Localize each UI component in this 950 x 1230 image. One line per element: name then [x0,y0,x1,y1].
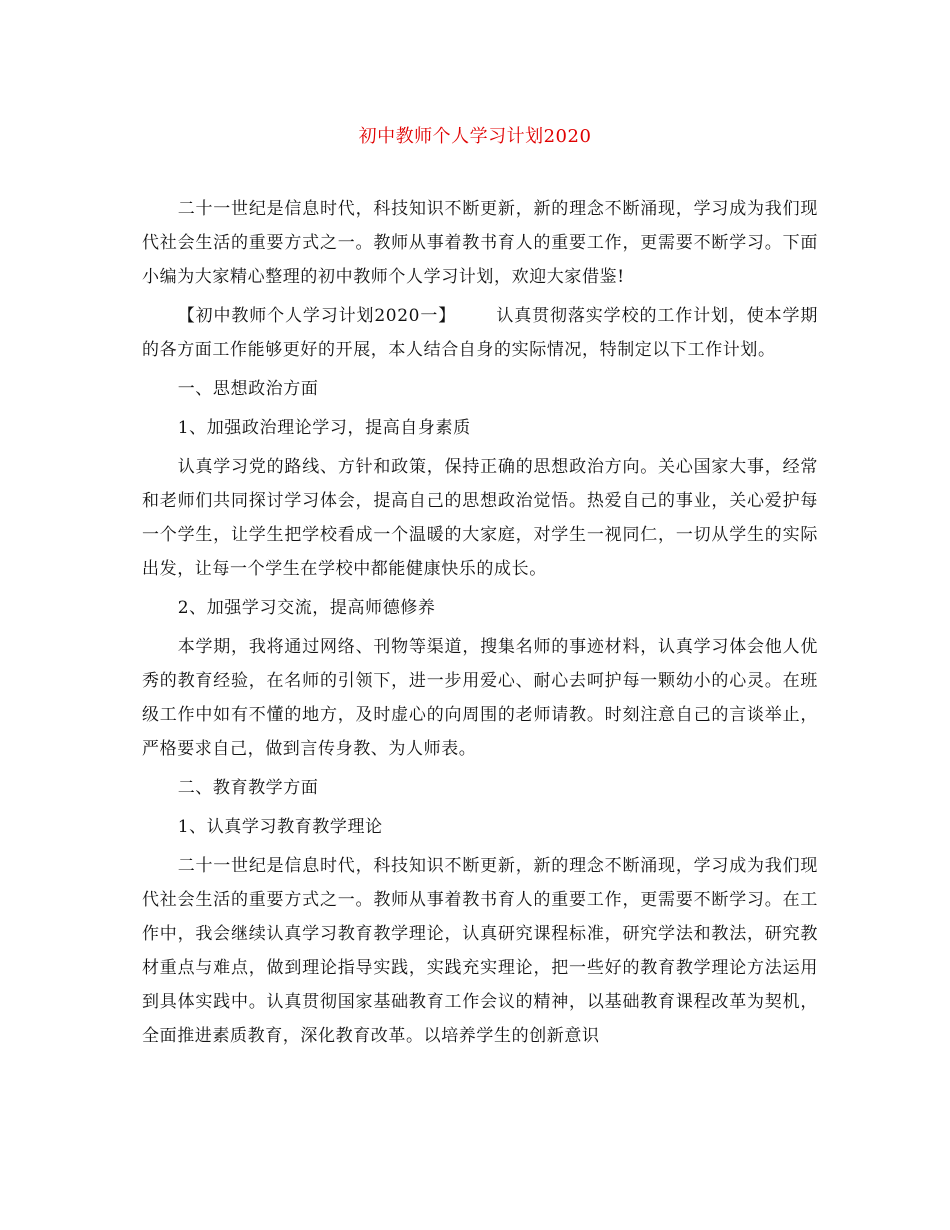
section1-item2-text: 本学期，我将通过网络、刊物等渠道，搜集名师的事迹材料，认真学习体会他人优秀的教育经验，在名师的引领下，进一步用爱心、耐心去呵护每一颗幼小的心灵。在班级工作中如有不懂的地方，及时虚心的向周围的老师请教。时刻注意自己的言谈举止，严格要求自己，做到言传身教、为人师表。 [142,637,818,759]
document-body [142,192,818,1058]
section2-item1-text: 二十一世纪是信息时代，科技知识不断更新，新的理念不断涌现，学习成为我们现代社会生活的重要方式之一。教师从事着教书育人的重要工作，更需要不断学习。在工作中，我会继续认真学习教育教学理论，认真研究课程标准，研究学法和教法，研究教材重点与难点，做到理论指导实践，实践充实理论，把一些好的教育教学理论方法运用到具体实践中。认真贯彻国家基础教育工作会议的精神，以基础教育课程改革为契机，全面推进素质教育，深化教育改革。以培养学生的创新意识 [142,856,818,1046]
plan-one-text: 认真贯彻落实学校的工作计划，使本学期的各方面工作能够更好的开展，本人结合自身的实际情况，特制定以下工作计划。 [142,306,818,360]
section2-heading: 二、教育教学方面 [177,778,319,798]
section1-item1-heading: 1、加强政治理论学习，提高自身素质 [177,418,471,438]
document-title: 初中教师个人学习计划2020 [358,126,592,147]
section1-item2-heading: 2、加强学习交流，提高师德修养 [177,598,436,618]
section1-item1-text: 认真学习党的路线、方针和政策，保持正确的思想政治方向。关心国家大事，经常和老师们共同探讨学习体会，提高自己的思想政治觉悟。热爱自己的事业，关心爱护每一个学生，让学生把学校看成一个温暖的大家庭，对学生一视同仁，一切从学生的实际出发，让每一个学生在学校中都能健康快乐的成长。 [142,457,818,579]
plan-one-label: 【初中教师个人学习计划2020一】 [177,306,457,326]
intro-paragraph: 二十一世纪是信息时代，科技知识不断更新，新的理念不断涌现，学习成为我们现代社会生活的重要方式之一。教师从事着教书育人的重要工作，更需要不断学习。下面小编为大家精心整理的初中教师个人学习计划，欢迎大家借鉴! [142,199,818,287]
section1-heading: 一、思想政治方面 [177,379,319,399]
plan-one-paragraph [142,299,818,367]
section2-item1-heading: 1、认真学习教育教学理论 [177,817,383,837]
